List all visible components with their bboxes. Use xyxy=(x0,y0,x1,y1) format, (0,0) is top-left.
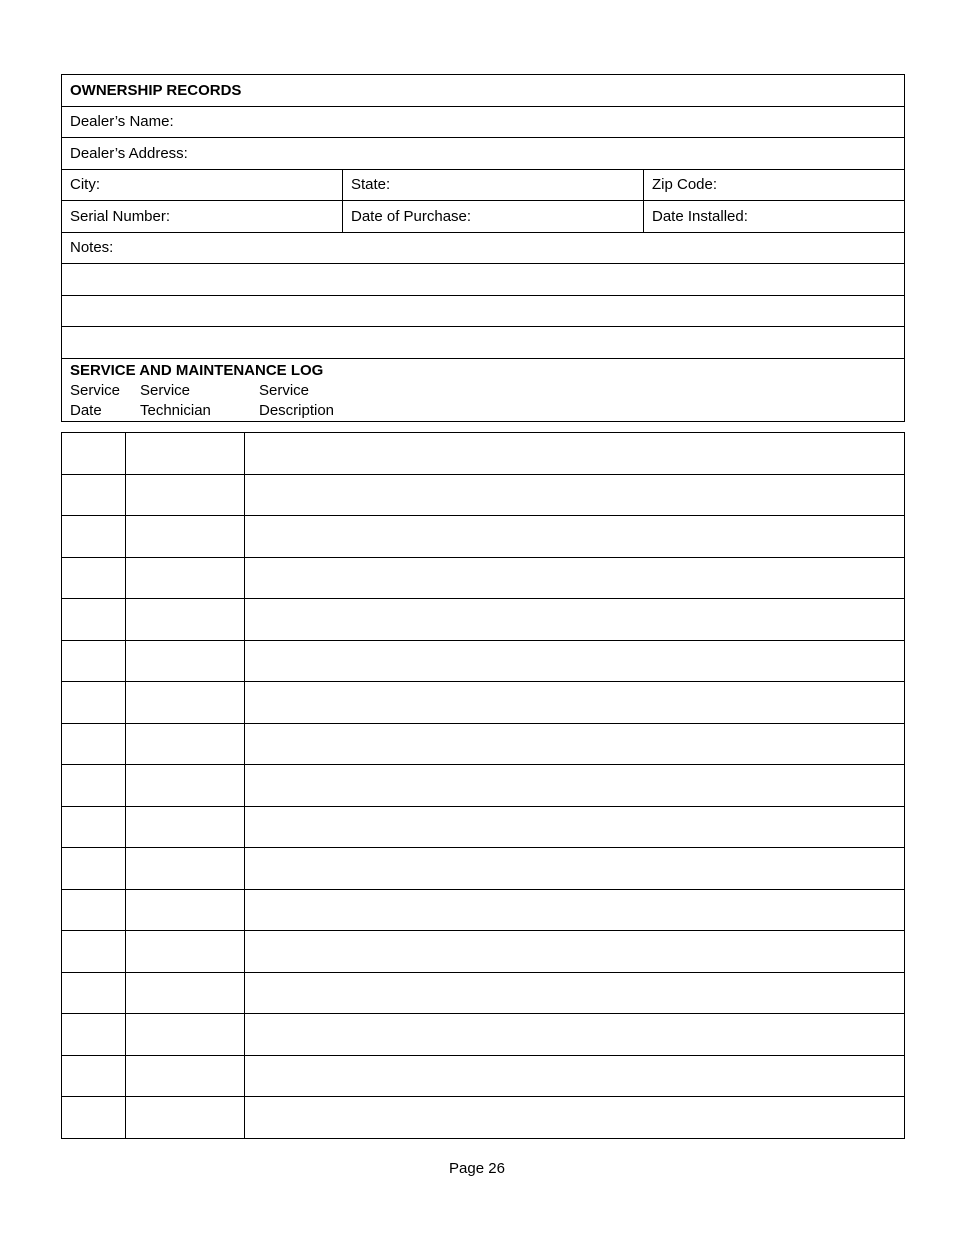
service-log-table xyxy=(61,432,905,1139)
service-date-cell[interactable] xyxy=(62,972,126,1014)
log-row xyxy=(62,1097,905,1139)
service-date-cell[interactable] xyxy=(62,557,126,599)
service-description-cell[interactable] xyxy=(245,1014,905,1056)
service-technician-cell[interactable] xyxy=(126,682,245,724)
service-date-cell[interactable] xyxy=(62,1055,126,1097)
service-date-cell[interactable] xyxy=(62,806,126,848)
service-description-cell[interactable] xyxy=(245,972,905,1014)
log-row xyxy=(62,972,905,1014)
service-technician-cell[interactable] xyxy=(126,433,245,475)
serial-number-field[interactable]: Serial Number: xyxy=(62,201,343,233)
service-date-cell[interactable] xyxy=(62,640,126,682)
log-row xyxy=(62,516,905,558)
service-date-cell[interactable] xyxy=(62,1014,126,1056)
service-technician-cell[interactable] xyxy=(126,640,245,682)
service-date-cell[interactable] xyxy=(62,474,126,516)
service-description-cell[interactable] xyxy=(245,557,905,599)
service-description-cell[interactable] xyxy=(245,931,905,973)
service-technician-cell[interactable] xyxy=(126,474,245,516)
service-description-cell[interactable] xyxy=(245,848,905,890)
service-date-header: Service Date xyxy=(70,381,121,419)
service-log-title: SERVICE AND MAINTENANCE LOG xyxy=(70,361,324,379)
service-technician-cell[interactable] xyxy=(126,848,245,890)
dealer-name-field[interactable]: Dealer’s Name: xyxy=(62,106,905,138)
service-technician-header: Service Technician xyxy=(140,381,211,419)
service-technician-cell[interactable] xyxy=(126,889,245,931)
service-description-cell[interactable] xyxy=(245,889,905,931)
notes-field[interactable]: Notes: xyxy=(62,232,905,264)
service-technician-cell[interactable] xyxy=(126,516,245,558)
service-date-cell[interactable] xyxy=(62,516,126,558)
service-technician-cell[interactable] xyxy=(126,1014,245,1056)
service-date-cell[interactable] xyxy=(62,889,126,931)
service-technician-cell[interactable] xyxy=(126,806,245,848)
service-date-cell[interactable] xyxy=(62,723,126,765)
service-date-cell[interactable] xyxy=(62,599,126,641)
service-date-cell[interactable] xyxy=(62,765,126,807)
log-row xyxy=(62,599,905,641)
page-number: Page 26 xyxy=(449,1160,505,1177)
log-row xyxy=(62,433,905,475)
log-row xyxy=(62,1055,905,1097)
service-log-header xyxy=(62,358,905,421)
log-row xyxy=(62,931,905,973)
service-description-cell[interactable] xyxy=(245,765,905,807)
service-technician-cell[interactable] xyxy=(126,972,245,1014)
service-date-cell[interactable] xyxy=(62,848,126,890)
service-date-cell[interactable] xyxy=(62,1097,126,1139)
zip-code-field[interactable]: Zip Code: xyxy=(644,169,905,201)
notes-line[interactable] xyxy=(62,295,905,327)
city-field[interactable]: City: xyxy=(62,169,343,201)
log-row xyxy=(62,1014,905,1056)
service-technician-cell[interactable] xyxy=(126,1055,245,1097)
service-description-cell[interactable] xyxy=(245,640,905,682)
service-description-header: Service Description xyxy=(259,381,335,419)
service-technician-cell[interactable] xyxy=(126,931,245,973)
service-date-cell[interactable] xyxy=(62,931,126,973)
log-row xyxy=(62,723,905,765)
log-row xyxy=(62,640,905,682)
service-description-cell[interactable] xyxy=(245,433,905,475)
log-row xyxy=(62,474,905,516)
service-technician-cell[interactable] xyxy=(126,765,245,807)
log-row xyxy=(62,889,905,931)
service-technician-cell[interactable] xyxy=(126,599,245,641)
notes-line[interactable] xyxy=(62,264,905,296)
service-description-cell[interactable] xyxy=(245,723,905,765)
service-description-cell[interactable] xyxy=(245,474,905,516)
service-description-cell[interactable] xyxy=(245,1097,905,1139)
service-technician-cell[interactable] xyxy=(126,557,245,599)
dealer-address-field[interactable]: Dealer’s Address: xyxy=(62,138,905,170)
service-technician-cell[interactable] xyxy=(126,723,245,765)
service-description-cell[interactable] xyxy=(245,599,905,641)
ownership-records-table xyxy=(61,74,905,422)
log-row xyxy=(62,848,905,890)
date-installed-field[interactable]: Date Installed: xyxy=(644,201,905,233)
log-row xyxy=(62,806,905,848)
log-row xyxy=(62,557,905,599)
service-date-cell[interactable] xyxy=(62,433,126,475)
notes-line[interactable] xyxy=(62,327,905,359)
service-description-cell[interactable] xyxy=(245,806,905,848)
log-row xyxy=(62,682,905,724)
service-description-cell[interactable] xyxy=(245,1055,905,1097)
state-field[interactable]: State: xyxy=(343,169,644,201)
service-date-cell[interactable] xyxy=(62,682,126,724)
date-of-purchase-field[interactable]: Date of Purchase: xyxy=(343,201,644,233)
log-row xyxy=(62,765,905,807)
service-technician-cell[interactable] xyxy=(126,1097,245,1139)
ownership-title: OWNERSHIP RECORDS xyxy=(62,75,905,107)
service-description-cell[interactable] xyxy=(245,682,905,724)
service-description-cell[interactable] xyxy=(245,516,905,558)
